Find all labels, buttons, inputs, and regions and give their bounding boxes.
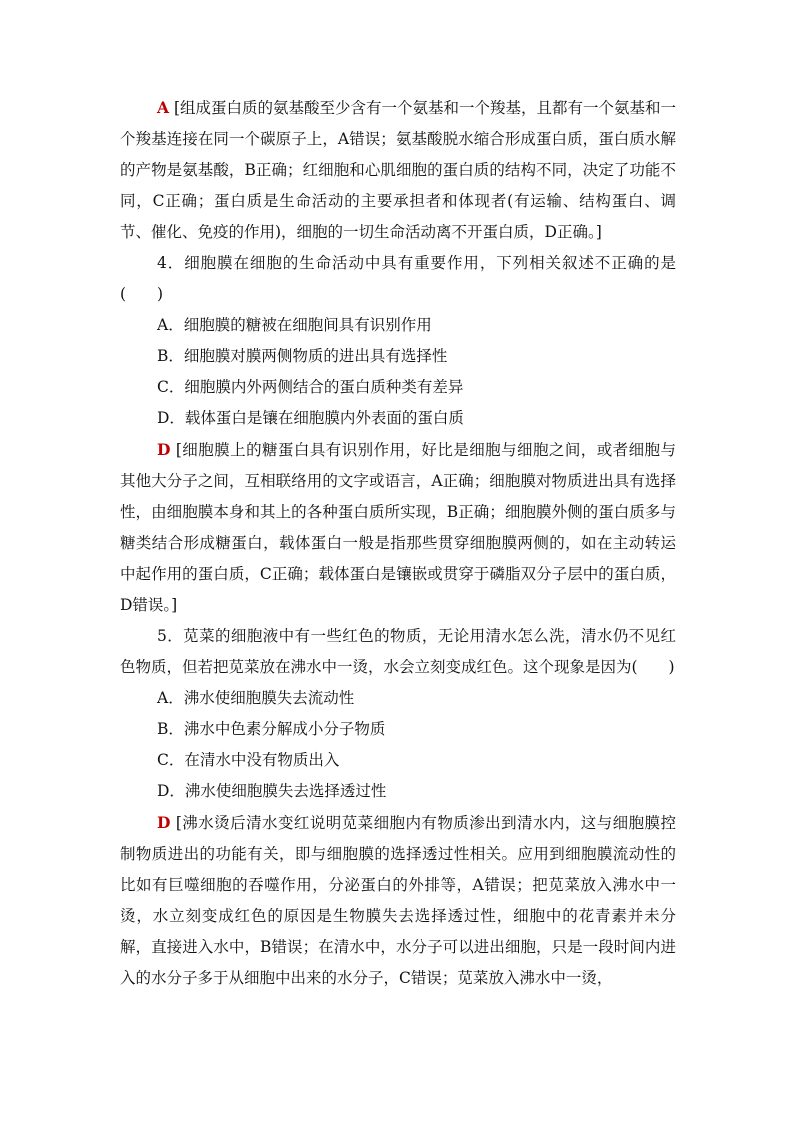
- document-content: [120, 92, 676, 994]
- answer-explanation: [组成蛋白质的氨基酸至少含有一个氨基和一个羧基，且都有一个氨基和一个羧基连接在同一个碳原子上，A错误；氨基酸脱水缩合形成蛋白质，蛋白质水解的产物是氨基酸，B正确；红细胞和心肌细胞的蛋白质的结构不同，决定了功能不同，C正确；蛋白质是生命活动的主要承担者和体现者(有运输、结构蛋白、调节、催化、免疫的作用)，细胞的一切生命活动离不开蛋白质，D正确。]: [120, 99, 677, 241]
- answer-explanation: [沸水烫后清水变红说明苋菜细胞内有物质渗出到清水内，这与细胞膜控制物质进出的功能有关，即与细胞膜的选择透过性相关。应用到细胞膜流动性的比如有巨噬细胞的吞噬作用，分泌蛋白的外排等，A错误；把苋菜放入沸水中一烫，水立刻变成红色的原因是生物膜失去选择透过性，细胞中的花青素并未分解，直接进入水中，B错误；在清水中，水分子可以进出细胞，只是一段时间内进入的水分子多于从细胞中出来的水分子，C错误；苋菜放入沸水中一烫，: [120, 814, 676, 987]
- question-5-stem: 5．苋菜的细胞液中有一些红色的物质，无论用清水怎么洗，清水仍不见红色物质，但若把苋菜放在沸水中一烫，水会立刻变成红色。这个现象是因为( ): [120, 627, 676, 676]
- answer-q3: [120, 92, 676, 248]
- answer-q5: [120, 807, 676, 994]
- question-5-option-d: D．沸水使细胞膜失去选择透过性: [157, 782, 387, 800]
- question-4-option-b: B．细胞膜对膜两侧物质的进出具有选择性: [157, 347, 448, 365]
- answer-letter: A: [157, 98, 170, 117]
- answer-explanation: [细胞膜上的糖蛋白具有识别作用，好比是细胞与细胞之间，或者细胞与其他大分子之间，互相联络用的文字或语言，A正确；细胞膜对物质进出具有选择性，由细胞膜本身和其上的各种蛋白质所实现，B正确；细胞膜外侧的蛋白质多与糖类结合形成糖蛋白，载体蛋白一般是指那些贯穿细胞膜两侧的，如在主动转运中起作用的蛋白质，C正确；载体蛋白是镶嵌或贯穿于磷脂双分子层中的蛋白质，D错误。]: [120, 441, 676, 614]
- question-4-option-c: C．细胞膜内外两侧结合的蛋白质种类有差异: [157, 378, 464, 396]
- question-4-option-a: A．细胞膜的糖被在细胞间具有识别作用: [157, 316, 432, 334]
- answer-letter: D: [157, 440, 171, 459]
- answer-letter: D: [157, 813, 171, 832]
- question-5-option-b: B．沸水中色素分解成小分子物质: [157, 720, 386, 738]
- question-4-stem: 4．细胞膜在细胞的生命活动中具有重要作用，下列相关叙述不正确的是( ): [120, 254, 676, 303]
- question-5-option-a: A．沸水使细胞膜失去流动性: [157, 689, 355, 707]
- answer-q4: [120, 434, 676, 621]
- question-4-option-d: D．载体蛋白是镶在细胞膜内外表面的蛋白质: [157, 409, 464, 427]
- question-5-option-c: C．在清水中没有物质出入: [157, 751, 340, 769]
